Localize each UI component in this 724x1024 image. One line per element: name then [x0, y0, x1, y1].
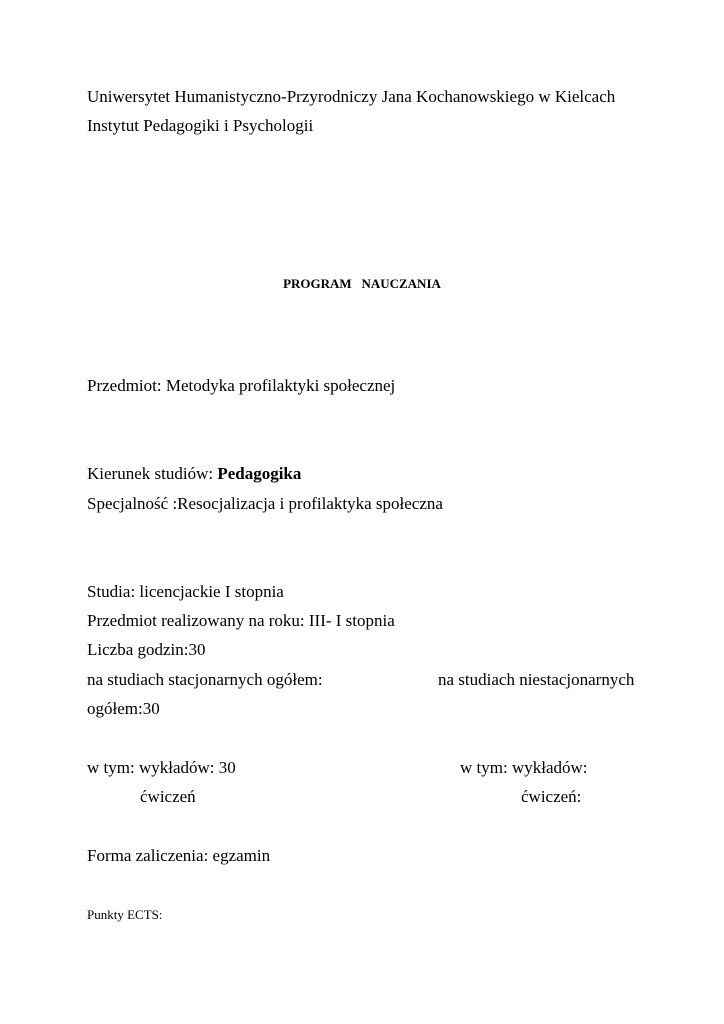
part-time-lectures: w tym: wykładów:	[460, 758, 588, 777]
part-time-exercises: ćwiczeń:	[521, 787, 582, 806]
field-value: Pedagogika	[217, 464, 302, 483]
part-time-label: na studiach niestacjonarnych	[438, 670, 635, 689]
field-label: Kierunek studiów:	[87, 464, 218, 483]
full-time-exercises: ćwiczeń	[140, 787, 196, 806]
subject-line: Przedmiot: Metodyka profilaktyki społecznej	[87, 376, 396, 395]
field-of-study	[87, 464, 301, 484]
full-time-total: na studiach stacjonarnych ogółem:	[87, 670, 323, 689]
year-line: Przedmiot realizowany na roku: III- I stopnia	[87, 611, 395, 630]
hours-line: Liczba godzin:30	[87, 640, 206, 659]
specialty-line: Specjalność :Resocjalizacja i profilaktyka społeczna	[87, 494, 443, 513]
institute-name: Instytut Pedagogiki i Psychologii	[87, 116, 314, 135]
assessment-line: Forma zaliczenia: egzamin	[87, 846, 271, 865]
document-title: PROGRAM NAUCZANIA	[283, 276, 441, 291]
part-time-total: ogółem:30	[87, 699, 160, 718]
ects-line: Punkty ECTS:	[87, 907, 163, 922]
studies-line: Studia: licencjackie I stopnia	[87, 582, 284, 601]
university-name: Uniwersytet Humanistyczno-Przyrodniczy Jana Kochanowskiego w Kielcach	[87, 87, 616, 106]
full-time-lectures: w tym: wykładów: 30	[87, 758, 236, 777]
